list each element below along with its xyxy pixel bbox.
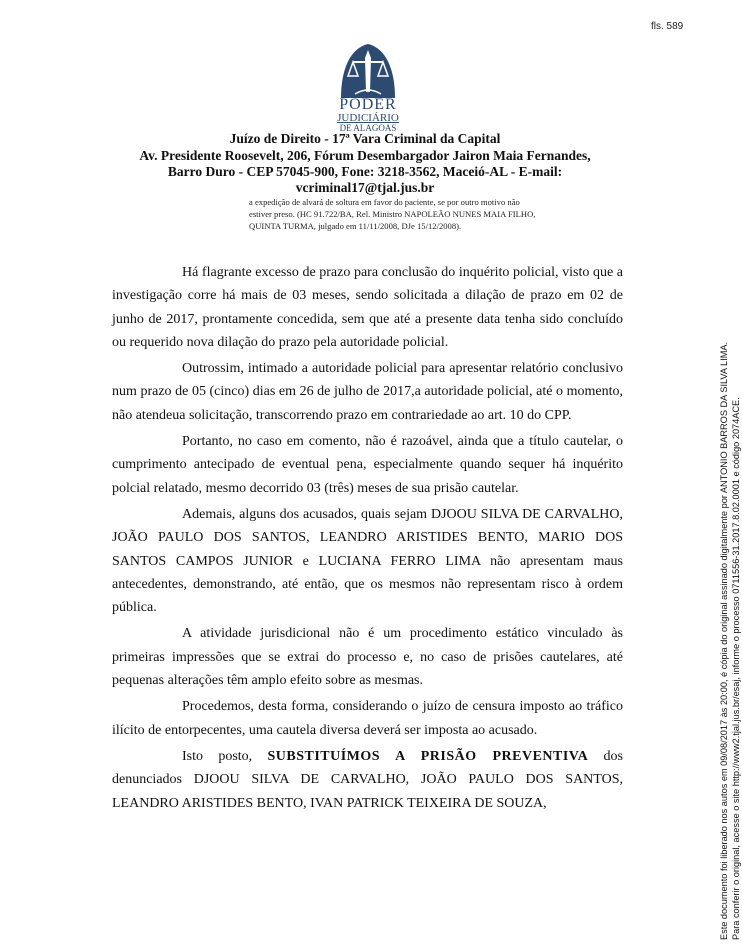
signature-note-line: Este documento foi liberado nos autos em 09/08/2017 às 20:00, é cópia do original assinado digitalmente por ANTONIO BARROS DA SILVA LIMA. <box>719 341 729 940</box>
decision-bold: SUBSTITUÍMOS A PRISÃO PREVENTIVA <box>267 748 589 764</box>
decision-paragraph <box>112 745 623 815</box>
header-address: Av. Presidente Roosevelt, 206, Fórum Desembargador Jairon Maia Fernandes, <box>139 148 591 163</box>
court-emblem-icon <box>333 40 403 100</box>
logo-line-judiciario: JUDICIÁRIO <box>337 112 399 124</box>
body-paragraph: Ademais, alguns dos acusados, quais sejam DJOOU SILVA DE CARVALHO, JOÃO PAULO DOS SANTOS, LEANDRO ARISTIDES BENTO, MARIO DOS SANTOS CAMPOS JUNIOR e LUCIANA FERRO LIMA não apresentam maus antecedentes, demonstrando, até então, que os mesmos não representam risco à ordem pública. <box>112 506 623 616</box>
citation-line: estiver preso. (HC 91.722/BA, Rel. Ministro NAPOLEÃO NUNES MAIA FILHO, <box>249 209 536 219</box>
logo-line-poder: PODER <box>339 96 397 113</box>
citation-line: a expedição de alvará de soltura em favor do paciente, se por outro motivo não <box>249 197 520 207</box>
digital-signature-note <box>718 342 742 940</box>
body-paragraph: Outrossim, intimado a autoridade policial para apresentar relatório conclusivo num prazo de 05 (cinco) dias em 26 de julho de 2017,a autoridade policial, até o momento, não atendeua solicitação, transcorrendo prazo em contrariedade ao art. 10 do CPP. <box>112 361 623 423</box>
page-number: fls. 589 <box>651 21 684 32</box>
header-contact: Barro Duro - CEP 57045-900, Fone: 3218-3562, Maceió-AL - E-mail: <box>167 164 563 179</box>
verification-note-line: Para conferir o original, acesse o site http://www2.tjal.jus.br/esaj, informe o processo 0711556-31.2017.8.02.0001 e código 2074ACE. <box>731 397 741 940</box>
citation-line: QUINTA TURMA, julgado em 11/11/2008, DJe 15/12/2008). <box>249 221 462 231</box>
body-paragraph: Procedemos, desta forma, considerando o juízo de censura imposto ao tráfico ilícito de entorpecentes, uma cautela diversa deverá ser imposta ao acusado. <box>112 699 623 738</box>
decision-intro: Isto posto, <box>182 748 268 764</box>
logo-line-alagoas: DE ALAGOAS <box>339 123 397 133</box>
header-court-name: Juízo de Direito - 17ª Vara Criminal da Capital <box>229 131 501 146</box>
citation-block <box>249 196 639 232</box>
body-paragraph: A atividade jurisdicional não é um procedimento estático vinculado às primeiras impressões que se extrai do processo e, no caso de prisões cautelares, até pequenas alterações têm amplo efeito sobre as mesmas. <box>112 626 623 689</box>
header-email: vcriminal17@tjal.jus.br <box>295 180 435 195</box>
body-paragraph: Portanto, no caso em comento, não é razoável, ainda que a título cautelar, o cumprimento antecipado de eventual pena, especialmente quando sequer há inquérito polcial relatado, mesmo decorrido 03 (três) meses de sua prisão cautelar. <box>112 434 623 496</box>
body-paragraph: Há flagrante excesso de prazo para conclusão do inquérito policial, visto que a investigação corre há mais de 03 meses, sendo solicitada a dilação de prazo em 02 de junho de 2017, prontamente concedida, sem que até a presente data tenha sido concluído ou requerido nova dilação do prazo pela autoridade policial. <box>112 265 623 350</box>
decision-rest: dos denunciados DJOOU SILVA DE CARVALHO, JOÃO PAULO DOS SANTOS, LEANDRO ARISTIDES BENTO, IVAN PATRICK TEIXEIRA DE SOUZA, <box>112 748 623 811</box>
document-body <box>112 261 623 818</box>
